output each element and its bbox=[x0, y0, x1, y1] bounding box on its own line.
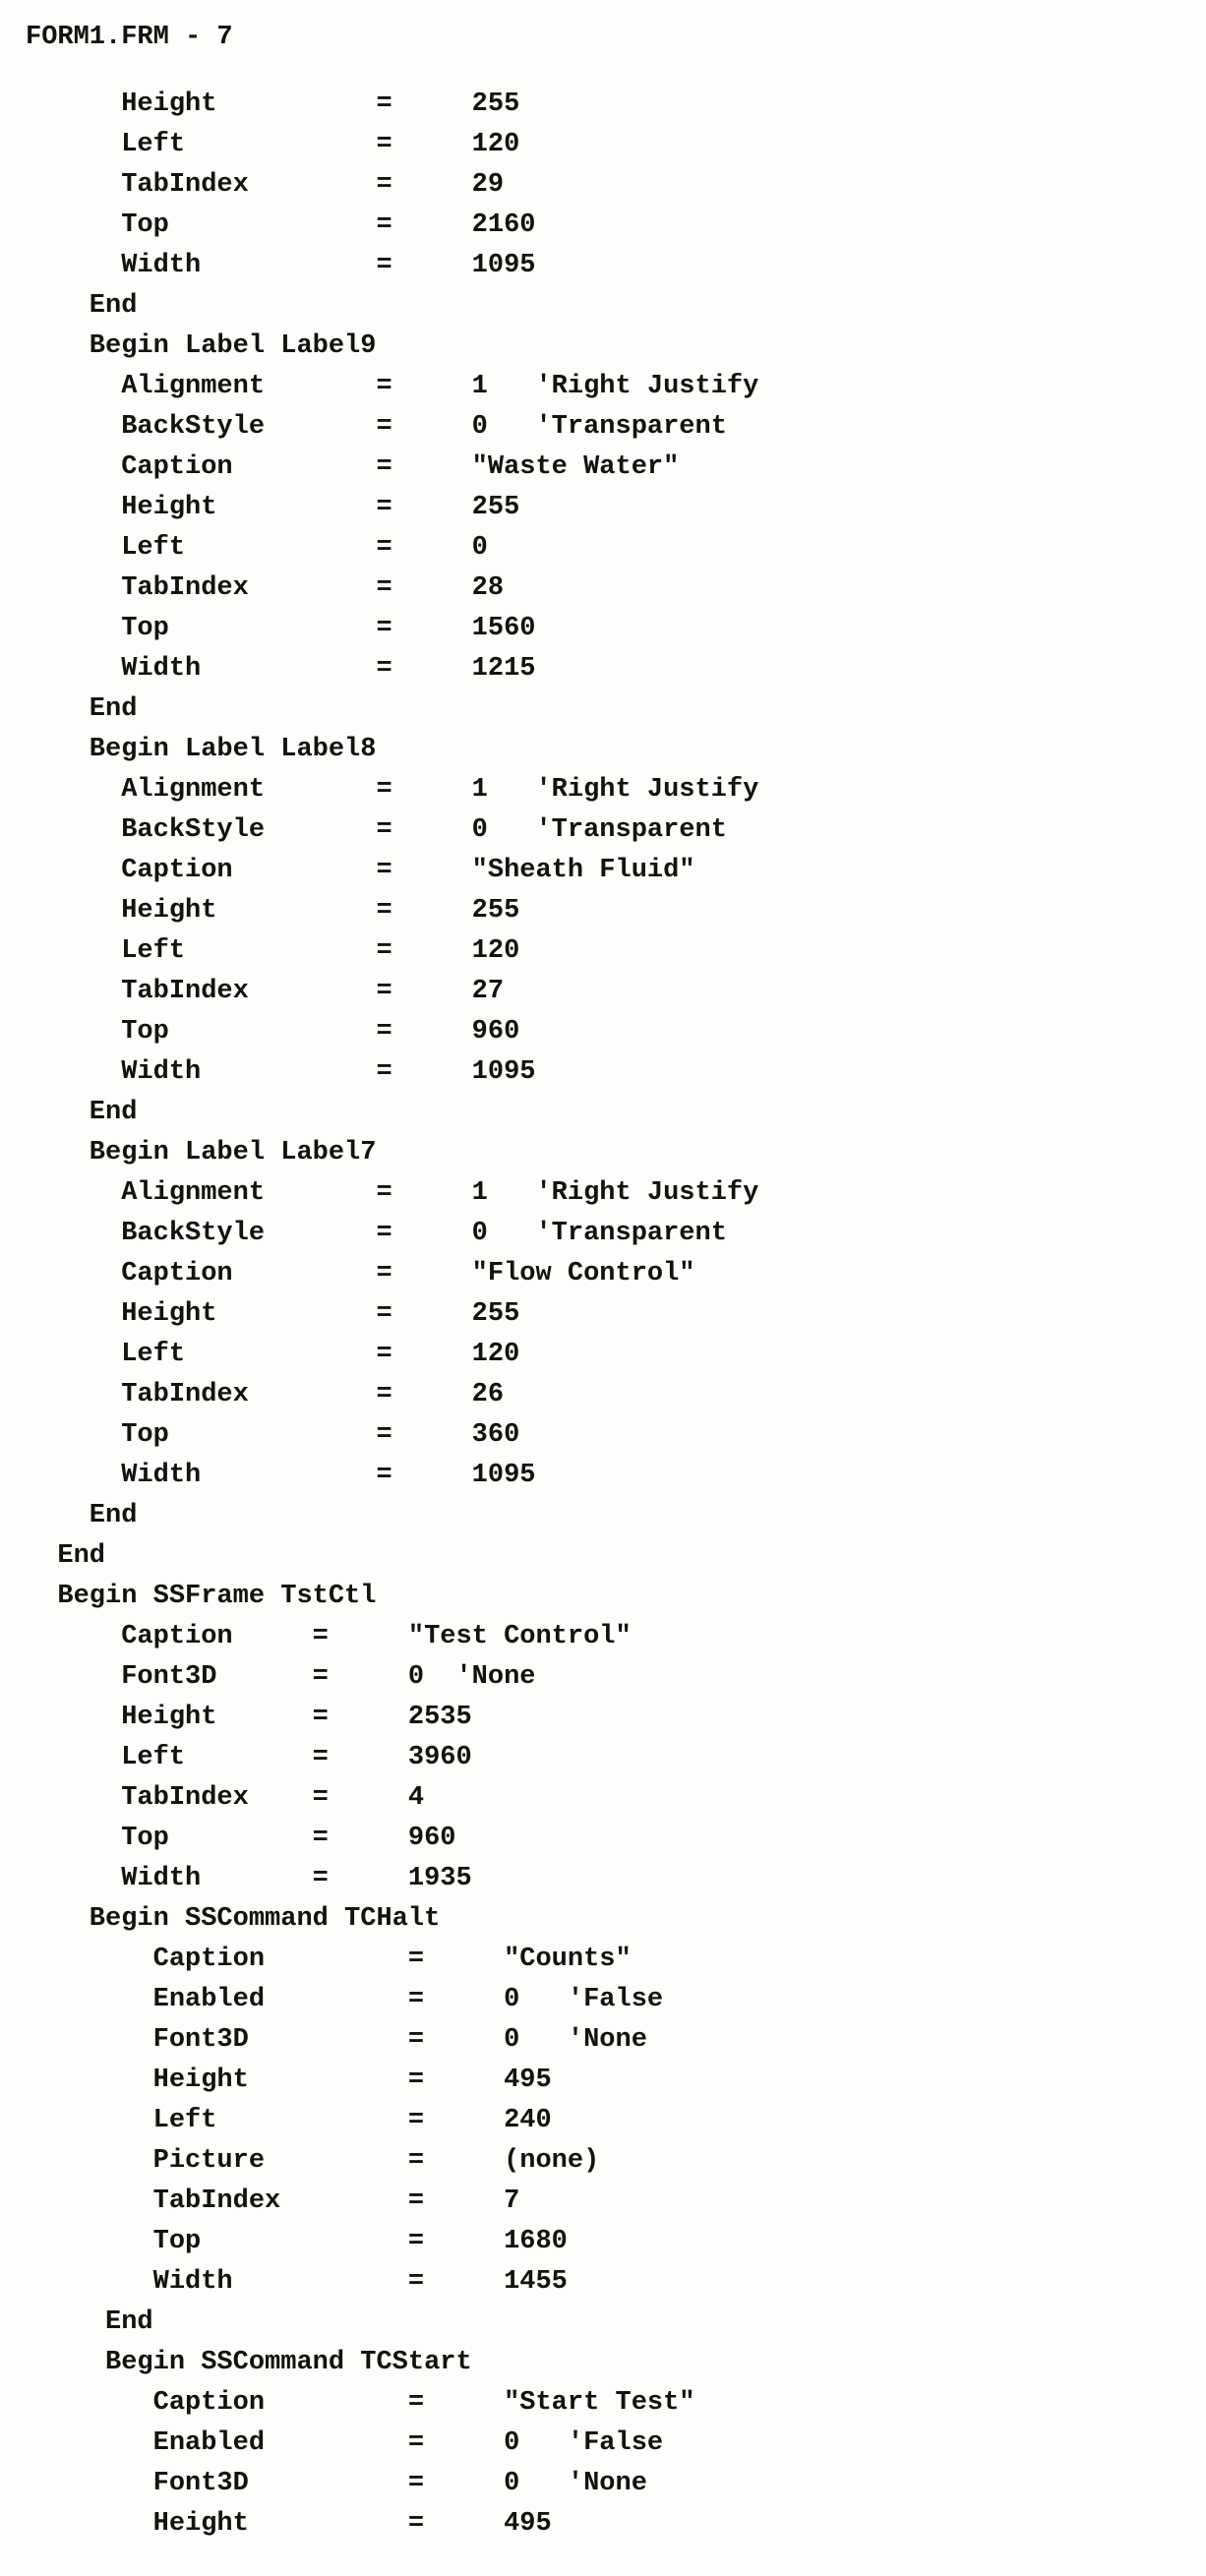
code-line: Width = 1095 bbox=[26, 1057, 536, 1087]
code-line: Begin Label Label7 bbox=[26, 1138, 377, 1168]
code-line: Begin SSCommand TCHalt bbox=[26, 1904, 441, 1934]
code-line: TabIndex = 27 bbox=[26, 977, 505, 1006]
page-header: FORM1.FRM - 7 bbox=[26, 23, 233, 52]
code-line: Enabled = 0 'False bbox=[26, 1985, 664, 2014]
code-line: Left = 120 bbox=[26, 936, 520, 966]
code-line: Begin SSCommand TCStart bbox=[26, 2348, 472, 2377]
code-line: TabIndex = 29 bbox=[26, 170, 505, 200]
code-line: BackStyle = 0 'Transparent bbox=[26, 1219, 727, 1248]
code-line: Left = 120 bbox=[26, 1340, 520, 1369]
code-line: Font3D = 0 'None bbox=[26, 2025, 647, 2055]
code-line: End bbox=[26, 1541, 106, 1571]
code-line: Height = 495 bbox=[26, 2509, 552, 2539]
code-line: Height = 2535 bbox=[26, 1703, 472, 1732]
code-line: Height = 255 bbox=[26, 90, 520, 119]
code-line: BackStyle = 0 'Transparent bbox=[26, 412, 727, 442]
code-line: TabIndex = 28 bbox=[26, 573, 505, 603]
code-line: Caption = "Counts" bbox=[26, 1945, 632, 1974]
code-line: Caption = "Waste Water" bbox=[26, 452, 680, 482]
code-line: Top = 1560 bbox=[26, 614, 536, 643]
code-line: Height = 255 bbox=[26, 493, 520, 522]
code-line: End bbox=[26, 291, 138, 321]
code-line: Left = 0 bbox=[26, 533, 488, 563]
code-line: Width = 1455 bbox=[26, 2267, 568, 2297]
code-line: Caption = "Sheath Fluid" bbox=[26, 856, 695, 885]
code-line: Alignment = 1 'Right Justify bbox=[26, 1178, 759, 1208]
code-line: Font3D = 0 'None bbox=[26, 1662, 536, 1692]
code-line: End bbox=[26, 1098, 138, 1127]
code-line: Top = 960 bbox=[26, 1824, 456, 1853]
code-line: End bbox=[26, 694, 138, 724]
code-line: Top = 2160 bbox=[26, 210, 536, 240]
code-line: Left = 240 bbox=[26, 2106, 552, 2135]
code-line: End bbox=[26, 2307, 153, 2337]
code-line: Caption = "Start Test" bbox=[26, 2388, 695, 2418]
code-line: Top = 1680 bbox=[26, 2227, 568, 2256]
code-line: Begin Label Label9 bbox=[26, 331, 377, 361]
code-line: Left = 120 bbox=[26, 130, 520, 159]
code-line: Width = 1095 bbox=[26, 1461, 536, 1490]
code-line: Left = 3960 bbox=[26, 1743, 472, 1772]
code-line: Width = 1095 bbox=[26, 251, 536, 280]
code-line: Height = 255 bbox=[26, 896, 520, 926]
code-line: Begin Label Label8 bbox=[26, 735, 377, 764]
code-line: TabIndex = 7 bbox=[26, 2187, 520, 2216]
code-line: Alignment = 1 'Right Justify bbox=[26, 372, 759, 401]
code-line: Width = 1215 bbox=[26, 654, 536, 684]
code-line: Width = 1935 bbox=[26, 1864, 472, 1893]
form-source-listing bbox=[26, 85, 1190, 2545]
code-line: TabIndex = 4 bbox=[26, 1783, 425, 1813]
code-line: Height = 255 bbox=[26, 1299, 520, 1329]
code-line: Caption = "Test Control" bbox=[26, 1622, 632, 1651]
code-line: Caption = "Flow Control" bbox=[26, 1259, 695, 1288]
code-line: Picture = (none) bbox=[26, 2146, 600, 2176]
code-line: Top = 360 bbox=[26, 1420, 520, 1450]
code-line: Top = 960 bbox=[26, 1017, 520, 1047]
code-line: Enabled = 0 'False bbox=[26, 2428, 664, 2458]
code-line: BackStyle = 0 'Transparent bbox=[26, 815, 727, 845]
code-line: Begin SSFrame TstCtl bbox=[26, 1582, 377, 1611]
code-line: Font3D = 0 'None bbox=[26, 2469, 647, 2498]
code-line: Alignment = 1 'Right Justify bbox=[26, 775, 759, 805]
code-line: End bbox=[26, 1501, 138, 1530]
code-line: TabIndex = 26 bbox=[26, 1380, 505, 1409]
code-line: Height = 495 bbox=[26, 2066, 552, 2095]
